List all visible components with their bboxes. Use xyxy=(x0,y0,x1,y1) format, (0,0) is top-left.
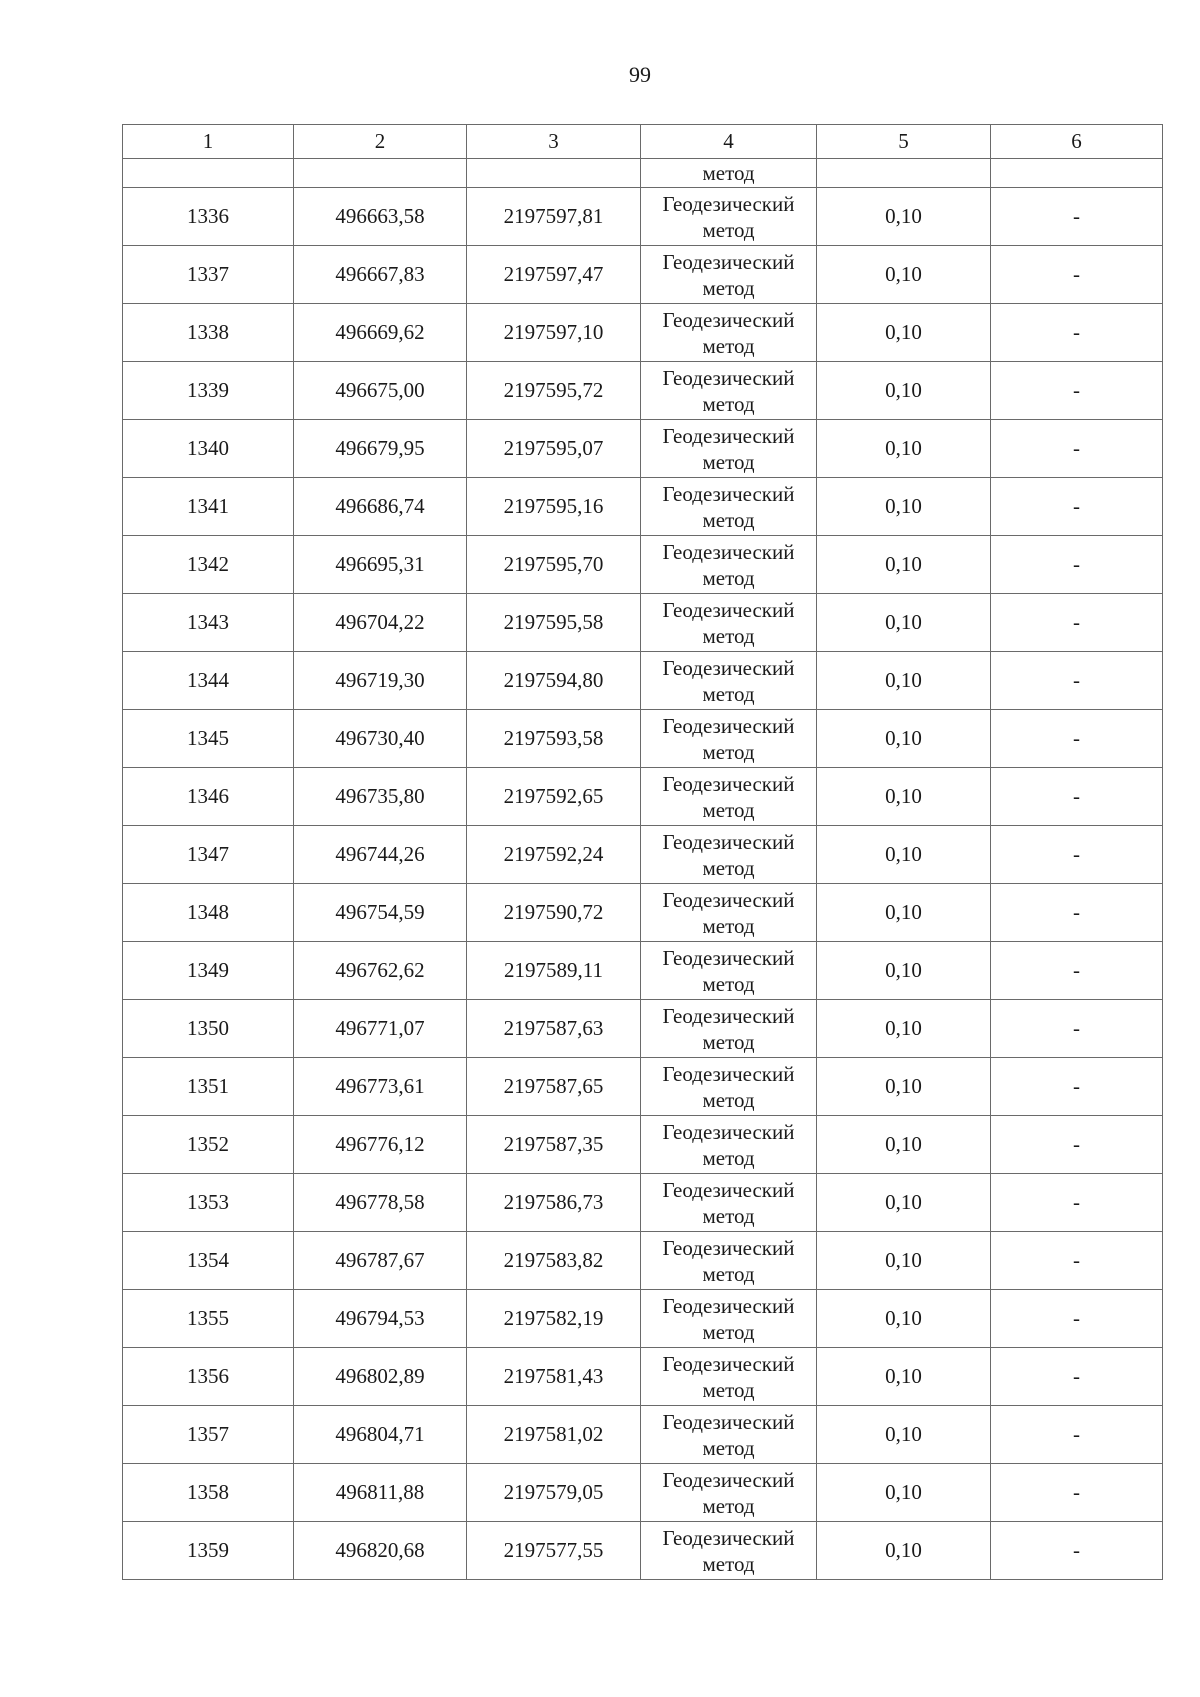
note-cell: - xyxy=(991,1290,1163,1348)
table-row xyxy=(123,188,1163,246)
y-coordinate-cell: 2197597,81 xyxy=(467,188,641,246)
accuracy-cell: 0,10 xyxy=(817,652,991,710)
method-line-1: Геодезический xyxy=(662,1235,795,1260)
accuracy-cell: 0,10 xyxy=(817,304,991,362)
accuracy-cell: 0,10 xyxy=(817,1116,991,1174)
y-coordinate-cell: 2197597,47 xyxy=(467,246,641,304)
note-cell: - xyxy=(991,1464,1163,1522)
method-line-1: Геодезический xyxy=(662,1177,795,1202)
accuracy-cell: 0,10 xyxy=(817,478,991,536)
method-line-1: Геодезический xyxy=(662,945,795,970)
accuracy-cell: 0,10 xyxy=(817,826,991,884)
coordinates-table-body xyxy=(123,125,1163,1580)
note-cell: - xyxy=(991,884,1163,942)
y-coordinate-cell: 2197577,55 xyxy=(467,1522,641,1580)
method-line-2: метод xyxy=(702,275,755,300)
table-row xyxy=(123,1522,1163,1580)
point-id-cell: 1338 xyxy=(123,304,294,362)
method-cell xyxy=(641,768,817,826)
method-cell xyxy=(641,1348,817,1406)
method-cell xyxy=(641,594,817,652)
column-header-5: 5 xyxy=(817,125,991,159)
method-cell xyxy=(641,1174,817,1232)
accuracy-cell: 0,10 xyxy=(817,594,991,652)
x-coordinate-cell: 496778,58 xyxy=(294,1174,467,1232)
y-coordinate-cell: 2197587,63 xyxy=(467,1000,641,1058)
method-line-2: метод xyxy=(702,1261,755,1286)
x-coordinate-cell: 496669,62 xyxy=(294,304,467,362)
method-line-1: Геодезический xyxy=(662,481,795,506)
method-line-1: Геодезический xyxy=(662,539,795,564)
method-line-1: Геодезический xyxy=(662,1525,795,1550)
y-coordinate-cell: 2197592,65 xyxy=(467,768,641,826)
method-line-2: метод xyxy=(702,1435,755,1460)
table-row xyxy=(123,1174,1163,1232)
point-id-cell: 1336 xyxy=(123,188,294,246)
table-row xyxy=(123,594,1163,652)
y-coordinate-cell: 2197586,73 xyxy=(467,1174,641,1232)
point-id-cell: 1352 xyxy=(123,1116,294,1174)
y-coordinate-cell: 2197595,16 xyxy=(467,478,641,536)
method-line-1: Геодезический xyxy=(662,1119,795,1144)
y-coordinate-cell: 2197595,58 xyxy=(467,594,641,652)
column-header-4: 4 xyxy=(641,125,817,159)
note-cell: - xyxy=(991,826,1163,884)
point-id-cell: 1353 xyxy=(123,1174,294,1232)
point-id-cell: 1354 xyxy=(123,1232,294,1290)
method-line-2: метод xyxy=(702,1551,755,1576)
method-line-2: метод xyxy=(702,1377,755,1402)
table-row xyxy=(123,1058,1163,1116)
y-coordinate-cell: 2197593,58 xyxy=(467,710,641,768)
x-coordinate-cell: 496787,67 xyxy=(294,1232,467,1290)
x-coordinate-cell: 496744,26 xyxy=(294,826,467,884)
method-line-2: метод xyxy=(702,623,755,648)
y-coordinate-cell: 2197581,02 xyxy=(467,1406,641,1464)
method-line-1: Геодезический xyxy=(662,829,795,854)
method-line-1: Геодезический xyxy=(662,249,795,274)
table-row xyxy=(123,768,1163,826)
note-cell: - xyxy=(991,188,1163,246)
accuracy-cell: 0,10 xyxy=(817,1464,991,1522)
method-line-1: Геодезический xyxy=(662,887,795,912)
table-row xyxy=(123,884,1163,942)
accuracy-cell: 0,10 xyxy=(817,1000,991,1058)
accuracy-cell: 0,10 xyxy=(817,1290,991,1348)
y-coordinate-cell: 2197581,43 xyxy=(467,1348,641,1406)
y-coordinate-cell: 2197592,24 xyxy=(467,826,641,884)
method-line-2: метод xyxy=(702,1145,755,1170)
table-row xyxy=(123,652,1163,710)
method-cell xyxy=(641,942,817,1000)
y-coordinate-cell: 2197595,70 xyxy=(467,536,641,594)
continuation-cell-method: метод xyxy=(641,159,817,188)
method-cell xyxy=(641,536,817,594)
method-cell xyxy=(641,1522,817,1580)
accuracy-cell: 0,10 xyxy=(817,884,991,942)
table-row xyxy=(123,362,1163,420)
table-header-row xyxy=(123,125,1163,159)
x-coordinate-cell: 496730,40 xyxy=(294,710,467,768)
method-line-1: Геодезический xyxy=(662,191,795,216)
point-id-cell: 1345 xyxy=(123,710,294,768)
table-row xyxy=(123,1290,1163,1348)
note-cell: - xyxy=(991,420,1163,478)
method-cell xyxy=(641,246,817,304)
x-coordinate-cell: 496679,95 xyxy=(294,420,467,478)
method-line-2: метод xyxy=(702,1203,755,1228)
method-cell xyxy=(641,1000,817,1058)
table-row xyxy=(123,1116,1163,1174)
y-coordinate-cell: 2197589,11 xyxy=(467,942,641,1000)
x-coordinate-cell: 496695,31 xyxy=(294,536,467,594)
point-id-cell: 1346 xyxy=(123,768,294,826)
y-coordinate-cell: 2197587,65 xyxy=(467,1058,641,1116)
accuracy-cell: 0,10 xyxy=(817,536,991,594)
method-line-2: метод xyxy=(702,1493,755,1518)
note-cell: - xyxy=(991,1522,1163,1580)
column-header-1: 1 xyxy=(123,125,294,159)
point-id-cell: 1348 xyxy=(123,884,294,942)
note-cell: - xyxy=(991,1348,1163,1406)
note-cell: - xyxy=(991,1116,1163,1174)
method-line-1: Геодезический xyxy=(662,1293,795,1318)
table-row xyxy=(123,1232,1163,1290)
table-row xyxy=(123,420,1163,478)
accuracy-cell: 0,10 xyxy=(817,1058,991,1116)
method-line-1: Геодезический xyxy=(662,1409,795,1434)
table-row xyxy=(123,304,1163,362)
x-coordinate-cell: 496663,58 xyxy=(294,188,467,246)
table-row xyxy=(123,1000,1163,1058)
y-coordinate-cell: 2197583,82 xyxy=(467,1232,641,1290)
y-coordinate-cell: 2197579,05 xyxy=(467,1464,641,1522)
table-row xyxy=(123,1348,1163,1406)
method-line-2: метод xyxy=(702,507,755,532)
note-cell: - xyxy=(991,942,1163,1000)
table-row xyxy=(123,826,1163,884)
accuracy-cell: 0,10 xyxy=(817,362,991,420)
coordinates-table xyxy=(122,124,1163,1580)
point-id-cell: 1340 xyxy=(123,420,294,478)
method-cell xyxy=(641,420,817,478)
point-id-cell: 1347 xyxy=(123,826,294,884)
point-id-cell: 1344 xyxy=(123,652,294,710)
x-coordinate-cell: 496686,74 xyxy=(294,478,467,536)
x-coordinate-cell: 496820,68 xyxy=(294,1522,467,1580)
method-line-1: Геодезический xyxy=(662,365,795,390)
method-line-1: Геодезический xyxy=(662,307,795,332)
method-cell xyxy=(641,884,817,942)
table-row xyxy=(123,710,1163,768)
table-row xyxy=(123,246,1163,304)
x-coordinate-cell: 496804,71 xyxy=(294,1406,467,1464)
note-cell: - xyxy=(991,652,1163,710)
note-cell: - xyxy=(991,478,1163,536)
method-cell xyxy=(641,1232,817,1290)
method-cell xyxy=(641,1464,817,1522)
point-id-cell: 1355 xyxy=(123,1290,294,1348)
method-line-2: метод xyxy=(702,855,755,880)
point-id-cell: 1339 xyxy=(123,362,294,420)
table-row xyxy=(123,1406,1163,1464)
method-line-1: Геодезический xyxy=(662,655,795,680)
note-cell: - xyxy=(991,1058,1163,1116)
method-line-2: метод xyxy=(702,681,755,706)
method-line-2: метод xyxy=(702,971,755,996)
continuation-cell-5 xyxy=(817,159,991,188)
method-line-2: метод xyxy=(702,333,755,358)
y-coordinate-cell: 2197595,07 xyxy=(467,420,641,478)
x-coordinate-cell: 496771,07 xyxy=(294,1000,467,1058)
point-id-cell: 1356 xyxy=(123,1348,294,1406)
x-coordinate-cell: 496704,22 xyxy=(294,594,467,652)
continuation-cell-1 xyxy=(123,159,294,188)
accuracy-cell: 0,10 xyxy=(817,710,991,768)
point-id-cell: 1350 xyxy=(123,1000,294,1058)
method-line-2: метод xyxy=(702,217,755,242)
method-line-1: Геодезический xyxy=(662,1351,795,1376)
table-row xyxy=(123,942,1163,1000)
method-line-1: Геодезический xyxy=(662,1467,795,1492)
x-coordinate-cell: 496754,59 xyxy=(294,884,467,942)
accuracy-cell: 0,10 xyxy=(817,1406,991,1464)
method-line-1: Геодезический xyxy=(662,1061,795,1086)
note-cell: - xyxy=(991,594,1163,652)
point-id-cell: 1358 xyxy=(123,1464,294,1522)
point-id-cell: 1349 xyxy=(123,942,294,1000)
method-line-2: метод xyxy=(702,913,755,938)
x-coordinate-cell: 496802,89 xyxy=(294,1348,467,1406)
column-header-3: 3 xyxy=(467,125,641,159)
method-cell xyxy=(641,1406,817,1464)
accuracy-cell: 0,10 xyxy=(817,1174,991,1232)
continuation-cell-2 xyxy=(294,159,467,188)
method-cell xyxy=(641,478,817,536)
point-id-cell: 1359 xyxy=(123,1522,294,1580)
method-line-1: Геодезический xyxy=(662,597,795,622)
note-cell: - xyxy=(991,246,1163,304)
point-id-cell: 1343 xyxy=(123,594,294,652)
method-cell xyxy=(641,652,817,710)
method-line-1: Геодезический xyxy=(662,713,795,738)
point-id-cell: 1337 xyxy=(123,246,294,304)
x-coordinate-cell: 496675,00 xyxy=(294,362,467,420)
page-number: 99 xyxy=(629,62,651,87)
accuracy-cell: 0,10 xyxy=(817,188,991,246)
y-coordinate-cell: 2197587,35 xyxy=(467,1116,641,1174)
method-line-1: Геодезический xyxy=(662,423,795,448)
method-cell xyxy=(641,710,817,768)
method-cell xyxy=(641,1290,817,1348)
point-id-cell: 1351 xyxy=(123,1058,294,1116)
note-cell: - xyxy=(991,1000,1163,1058)
y-coordinate-cell: 2197595,72 xyxy=(467,362,641,420)
point-id-cell: 1357 xyxy=(123,1406,294,1464)
accuracy-cell: 0,10 xyxy=(817,1348,991,1406)
method-cell xyxy=(641,362,817,420)
column-header-6: 6 xyxy=(991,125,1163,159)
x-coordinate-cell: 496773,61 xyxy=(294,1058,467,1116)
note-cell: - xyxy=(991,1174,1163,1232)
x-coordinate-cell: 496776,12 xyxy=(294,1116,467,1174)
note-cell: - xyxy=(991,710,1163,768)
method-line-2: метод xyxy=(702,797,755,822)
method-cell xyxy=(641,826,817,884)
note-cell: - xyxy=(991,304,1163,362)
method-line-2: метод xyxy=(702,1029,755,1054)
column-header-2: 2 xyxy=(294,125,467,159)
accuracy-cell: 0,10 xyxy=(817,942,991,1000)
note-cell: - xyxy=(991,768,1163,826)
continuation-cell-6 xyxy=(991,159,1163,188)
method-cell xyxy=(641,188,817,246)
point-id-cell: 1342 xyxy=(123,536,294,594)
x-coordinate-cell: 496719,30 xyxy=(294,652,467,710)
method-line-2: метод xyxy=(702,449,755,474)
x-coordinate-cell: 496794,53 xyxy=(294,1290,467,1348)
note-cell: - xyxy=(991,536,1163,594)
continuation-row xyxy=(123,159,1163,188)
point-id-cell: 1341 xyxy=(123,478,294,536)
note-cell: - xyxy=(991,1232,1163,1290)
method-line-2: метод xyxy=(702,739,755,764)
table-row xyxy=(123,536,1163,594)
method-line-2: метод xyxy=(702,1319,755,1344)
continuation-cell-3 xyxy=(467,159,641,188)
table-row xyxy=(123,478,1163,536)
accuracy-cell: 0,10 xyxy=(817,1232,991,1290)
method-line-1: Геодезический xyxy=(662,771,795,796)
note-cell: - xyxy=(991,362,1163,420)
accuracy-cell: 0,10 xyxy=(817,420,991,478)
x-coordinate-cell: 496811,88 xyxy=(294,1464,467,1522)
table-row xyxy=(123,1464,1163,1522)
y-coordinate-cell: 2197597,10 xyxy=(467,304,641,362)
method-line-1: Геодезический xyxy=(662,1003,795,1028)
x-coordinate-cell: 496762,62 xyxy=(294,942,467,1000)
method-line-2: метод xyxy=(702,1087,755,1112)
y-coordinate-cell: 2197594,80 xyxy=(467,652,641,710)
method-cell xyxy=(641,1116,817,1174)
accuracy-cell: 0,10 xyxy=(817,768,991,826)
y-coordinate-cell: 2197582,19 xyxy=(467,1290,641,1348)
x-coordinate-cell: 496667,83 xyxy=(294,246,467,304)
accuracy-cell: 0,10 xyxy=(817,1522,991,1580)
method-line-2: метод xyxy=(702,391,755,416)
note-cell: - xyxy=(991,1406,1163,1464)
accuracy-cell: 0,10 xyxy=(817,246,991,304)
method-cell xyxy=(641,304,817,362)
y-coordinate-cell: 2197590,72 xyxy=(467,884,641,942)
method-cell xyxy=(641,1058,817,1116)
method-line-2: метод xyxy=(702,565,755,590)
x-coordinate-cell: 496735,80 xyxy=(294,768,467,826)
